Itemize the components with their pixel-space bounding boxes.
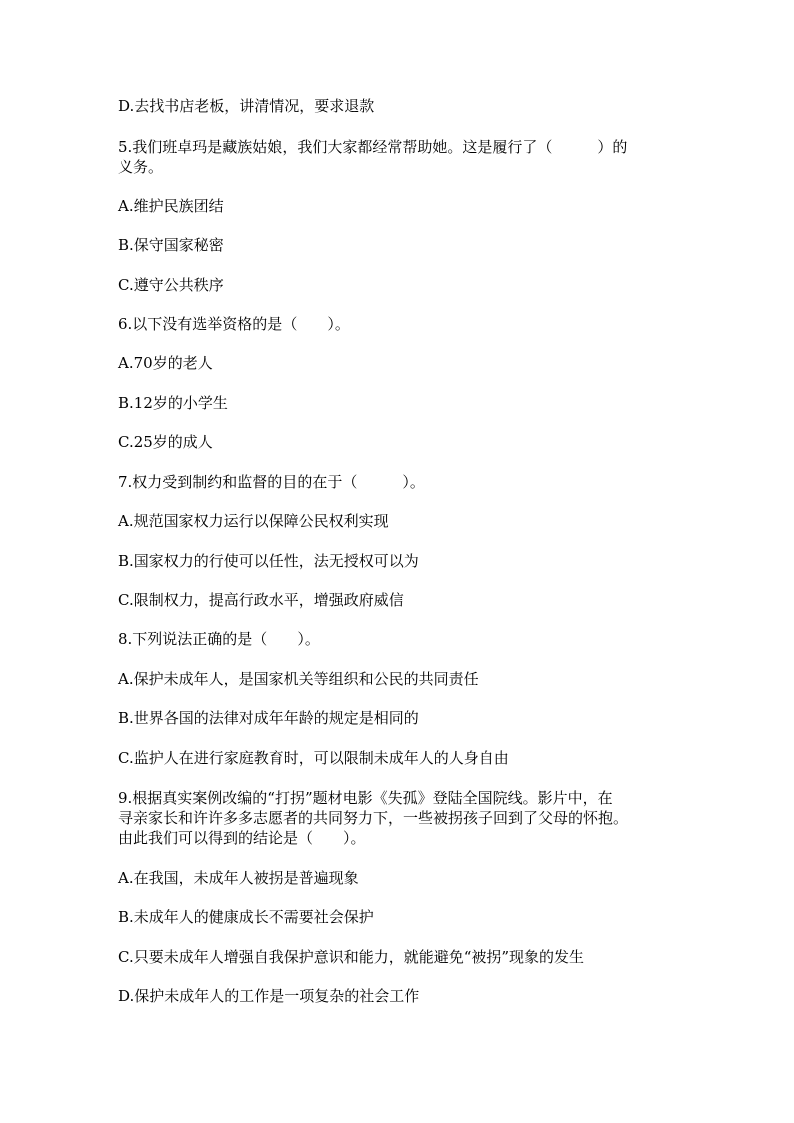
question-5-stem-line-1: 5.我们班卓玛是藏族姑娘，我们大家都经常帮助她。这是履行了（ ）的	[118, 138, 628, 156]
question-7-option-c: C.限制权力，提高行政水平，增强政府威信	[118, 591, 404, 609]
question-8-option-b: B.世界各国的法律对成年年龄的规定是相同的	[118, 709, 419, 727]
question-8-stem: 8.下列说法正确的是（ ）。	[118, 630, 320, 648]
question-5-stem	[118, 137, 678, 177]
question-7-option-b: B.国家权力的行使可以任性，法无授权可以为	[118, 552, 419, 570]
question-7-option-a: A.规范国家权力运行以保障公民权利实现	[118, 512, 389, 530]
question-6-option-b: B.12岁的小学生	[118, 394, 228, 412]
question-5-stem-line-2: 义务。	[118, 158, 164, 176]
question-9-stem-line-3: 由此我们可以得到的结论是（ ）。	[118, 829, 366, 847]
question-9-option-b: B.未成年人的健康成长不需要社会保护	[118, 908, 374, 926]
question-9-option-c: C.只要未成年人增强自我保护意识和能力，就能避免“被拐”现象的发生	[118, 948, 585, 966]
question-9-stem-line-1: 9.根据真实案例改编的“打拐”题材电影《失孤》登陆全国院线。影片中，在	[118, 789, 613, 807]
question-8-option-c: C.监护人在进行家庭教育时，可以限制未成年人的人身自由	[118, 749, 509, 767]
question-9-stem-line-2: 寻亲家长和许许多多志愿者的共同努力下，一些被拐孩子回到了父母的怀抱。	[118, 809, 629, 827]
option-d-previous-question: D.去找书店老板，讲清情况，要求退款	[118, 97, 375, 115]
question-7-stem: 7.权力受到制约和监督的目的在于（ ）。	[118, 473, 425, 491]
question-6-stem: 6.以下没有选举资格的是（ ）。	[118, 315, 350, 333]
question-5-option-c: C.遵守公共秩序	[118, 276, 224, 294]
question-5-option-b: B.保守国家秘密	[118, 236, 224, 254]
question-8-option-a: A.保护未成年人，是国家机关等组织和公民的共同责任	[118, 670, 479, 688]
question-6-option-a: A.70岁的老人	[118, 354, 213, 372]
question-9-stem	[118, 788, 678, 848]
question-6-option-c: C.25岁的成人	[118, 433, 213, 451]
question-9-option-a: A.在我国，未成年人被拐是普遍现象	[118, 869, 359, 887]
question-5-option-a: A.维护民族团结	[118, 197, 224, 215]
question-9-option-d: D.保护未成年人的工作是一项复杂的社会工作	[118, 987, 420, 1005]
